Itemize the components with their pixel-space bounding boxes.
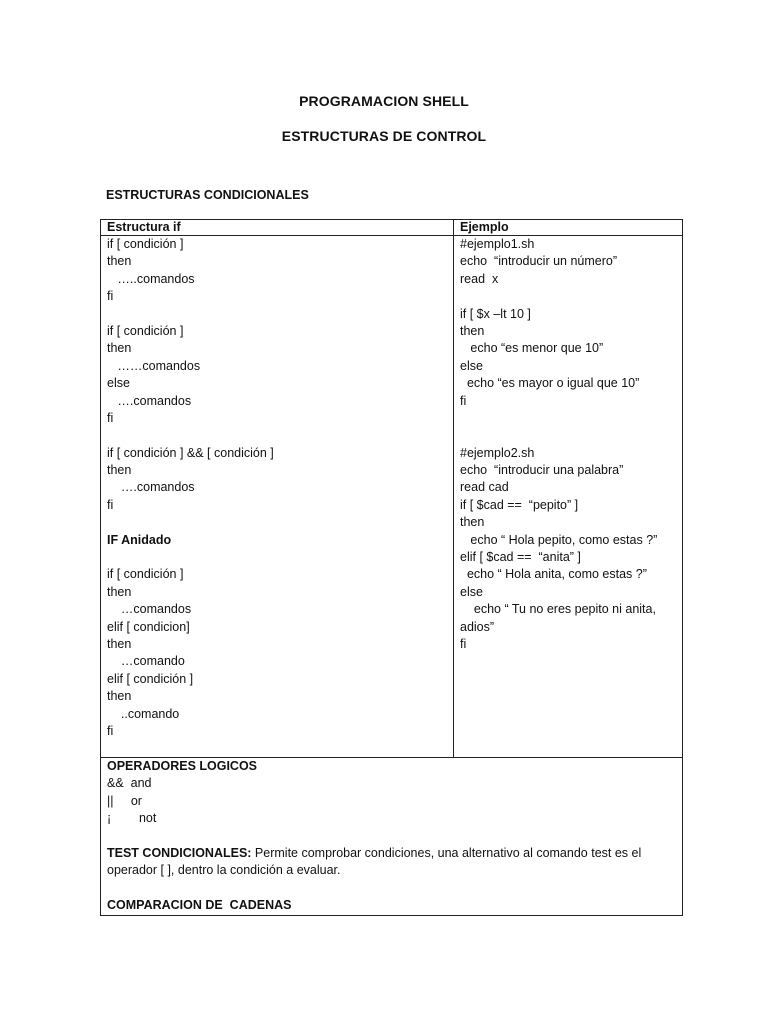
table-notes-row [101, 758, 683, 916]
right-line: if [ $cad == “pepito” ] [460, 497, 579, 512]
blank-line [460, 288, 676, 305]
left-line: if [ condición ] && [ condición ] [107, 445, 274, 460]
right-line: echo “introducir un número” [460, 254, 618, 269]
spacer [107, 880, 676, 897]
left-line: if [ condición ] [107, 323, 184, 338]
comparison-heading: COMPARACION DE CADENAS [107, 898, 292, 913]
left-line: fi [107, 497, 114, 512]
right-line: then [460, 323, 485, 338]
left-line: fi [107, 723, 114, 738]
column-header-example: Ejemplo [454, 220, 683, 236]
right-line: then [460, 515, 485, 530]
left-line: …comando [107, 654, 185, 669]
blank-line [107, 514, 447, 531]
right-line: if [ $x –lt 10 ] [460, 306, 531, 321]
example-code-lines [460, 236, 676, 653]
blank-line [107, 549, 447, 566]
blank-line [460, 427, 676, 444]
right-line: #ejemplo2.sh [460, 445, 535, 460]
right-line: echo “es menor que 10” [460, 341, 604, 356]
left-line: then [107, 636, 132, 651]
operator-and: && and [107, 776, 152, 791]
right-line: fi [460, 393, 467, 408]
column-header-structure: Estructura if [101, 220, 454, 236]
left-line: if [ condición ] [107, 567, 184, 582]
test-label: TEST CONDICIONALES: [107, 845, 252, 860]
left-line: elif [ condicion] [107, 619, 190, 634]
right-line: echo “ Hola anita, como estas ?” [460, 567, 647, 582]
right-line: fi [460, 636, 467, 651]
left-line: elif [ condición ] [107, 671, 194, 686]
page-subtitle: ESTRUCTURAS DE CONTROL [281, 128, 487, 144]
table-header-row [101, 220, 683, 236]
section-heading: ESTRUCTURAS CONDICIONALES [106, 188, 309, 202]
left-line: then [107, 463, 132, 478]
right-line: echo “ Tu no eres pepito ni anita, [460, 602, 656, 617]
right-line: echo “introducir una palabra” [460, 463, 624, 478]
page-title: PROGRAMACION SHELL [299, 93, 469, 109]
left-line: then [107, 689, 132, 704]
left-line: fi [107, 410, 114, 425]
blank-line [460, 410, 676, 427]
left-line: else [107, 376, 130, 391]
right-line: else [460, 584, 483, 599]
right-line: adios” [460, 619, 495, 634]
left-line: …..comandos [107, 271, 195, 286]
table-body-row [101, 236, 683, 758]
structure-cell [101, 236, 454, 758]
left-line: fi [107, 289, 114, 304]
example-cell [454, 236, 683, 758]
left-line: ……comandos [107, 358, 201, 373]
spacer [107, 828, 676, 845]
right-line: #ejemplo1.sh [460, 237, 535, 251]
right-line: read cad [460, 480, 509, 495]
right-line: elif [ $cad == “anita” ] [460, 550, 581, 565]
left-line: IF Anidado [107, 532, 172, 547]
structure-code-lines [107, 236, 447, 740]
operators-heading: OPERADORES LOGICOS [107, 759, 258, 773]
left-line: ….comandos [107, 393, 192, 408]
left-line: if [ condición ] [107, 237, 184, 251]
left-line: ….comandos [107, 480, 195, 495]
left-line: then [107, 584, 132, 599]
test-description [107, 845, 676, 880]
operator-or: || or [107, 793, 142, 808]
right-line: read x [460, 271, 499, 286]
left-line: ..comando [107, 706, 180, 721]
right-line: echo “es mayor o igual que 10” [460, 376, 640, 391]
right-line: else [460, 358, 483, 373]
blank-line [107, 306, 447, 323]
test-text: Permite comprobar condiciones, una alternativo al comando test es el operador [ ], dentro la condición a evaluar. [107, 845, 642, 878]
control-structures-table [100, 219, 683, 916]
right-line: echo “ Hola pepito, como estas ?” [460, 532, 658, 547]
left-line: then [107, 341, 132, 356]
left-line: …comandos [107, 602, 192, 617]
left-line: then [107, 254, 132, 269]
blank-line [107, 427, 447, 444]
operator-not: ¡ not [107, 811, 157, 826]
notes-cell [101, 758, 683, 916]
